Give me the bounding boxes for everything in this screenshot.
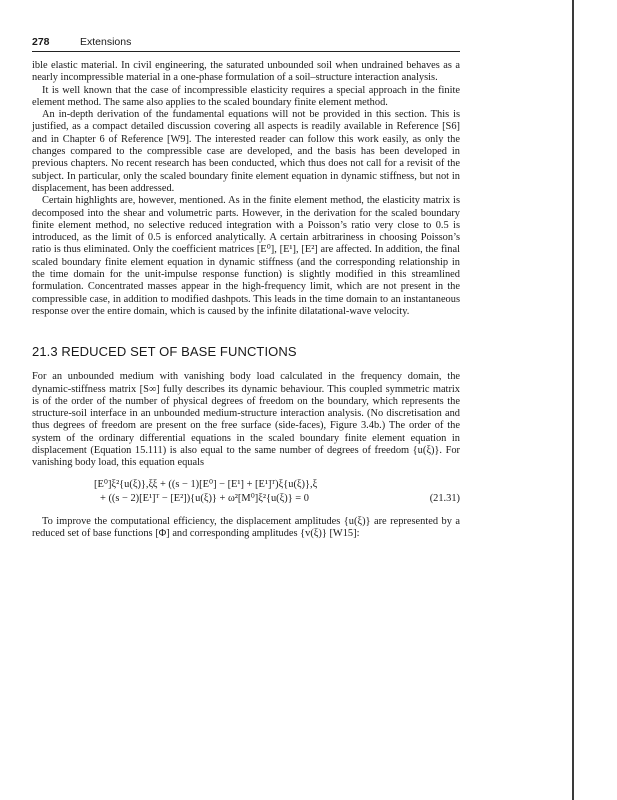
paragraph: It is well known that the case of incompressible elasticity requires a special approach in the finite element method. The same also applies to the scaled boundary finite element method. xyxy=(32,84,460,108)
closing-text xyxy=(32,516,460,541)
section-text xyxy=(32,371,460,469)
equation-21-31 xyxy=(32,478,460,506)
book-page xyxy=(32,36,460,540)
page-header xyxy=(32,36,460,52)
running-head: Extensions xyxy=(80,36,132,48)
equation-number: (21.31) xyxy=(429,492,460,504)
paragraph: Certain highlights are, however, mentioned. As in the finite element method, the elasticity matrix is decomposed into the shear and volumetric parts. However, in the derivation for the scaled boundary finite element method, no selective reduced integration with a Poisson’s ratio very close to 0.5 is introduced, as the limit of 0.5 is enforced analytically. A certain arbitrariness in choosing Poisson’s ratio is thus eliminated. Only the coefficient matrices [E⁰], [E¹], [E²] are affected. In addition, the final scaled boundary finite element equation in dynamic stiffness (and the corresponding relationship in the time domain for the unit-impulse response function) is slightly modified in this streamlined formulation. Concentrated masses appear in the high-frequency limit, which are not present in the compressible case, in addition to modified dashpots. This leads in the time domain to an instantaneous response over the entire domain, which is caused by the infinite dilatational-wave velocity. xyxy=(32,195,460,317)
paragraph: An in-depth derivation of the fundamental equations will not be provided in this section. This is justified, as a compact detailed discussion covering all aspects is readily available in Reference [S6] and in Chapter 6 of Reference [W9]. The interested reader can follow this work easily, as only the changes compared to the compressible case are developed, and the basis has been developed in previous chapters. No recent research has been conducted, which thus does not call for a revisit of the subject. In particular, only the scaled boundary finite element equation in dynamic stiffness, but not in displacement, has been addressed. xyxy=(32,109,460,194)
paragraph: To improve the computational efficiency, the displacement amplitudes {u(ξ)} are represented by a reduced set of base functions [Φ] and corresponding amplitudes {v(ξ)} [W15]: xyxy=(32,515,460,539)
page-number: 278 xyxy=(32,36,50,48)
equation-line-1: [E⁰]ξ²{u(ξ)},ξξ + ((s − 1)[E⁰] − [E¹] + [E¹]ᵀ)ξ{u(ξ)},ξ xyxy=(94,478,318,490)
section-heading: 21.3 REDUCED SET OF BASE FUNCTIONS xyxy=(32,344,297,360)
paragraph: For an unbounded medium with vanishing body load calculated in the frequency domain, the dynamic-stiffness matrix [S∞] fully describes its dynamic behaviour. This coupled symmetric matrix is of the order of the number of physical degrees of freedom on the boundary, which represents the structure-soil interface in an unbounded medium-structure interaction analysis. (No discretisation and thus degrees of freedom are present on the free surface (side-faces), Figure 3.4b.) The order of the system of the ordinary differential equations in the scaled boundary finite element equation in displacement (Equation 15.111) is also equal to the same number of degrees of freedom {u(ξ)}. For vanishing body load, this equation equals xyxy=(32,371,460,469)
intro-text xyxy=(32,60,460,318)
equation-line-2: + ((s − 2)[E¹]ᵀ − [E²]){u(ξ)} + ω²[M⁰]ξ²{u(ξ)} = 0 xyxy=(100,492,309,504)
page-edge-line xyxy=(572,0,574,800)
paragraph: ible elastic material. In civil engineering, the saturated unbounded soil when undrained behaves as a nearly incompressible material in a one-phase formulation of a soil–structure interaction analysis. xyxy=(32,60,460,84)
